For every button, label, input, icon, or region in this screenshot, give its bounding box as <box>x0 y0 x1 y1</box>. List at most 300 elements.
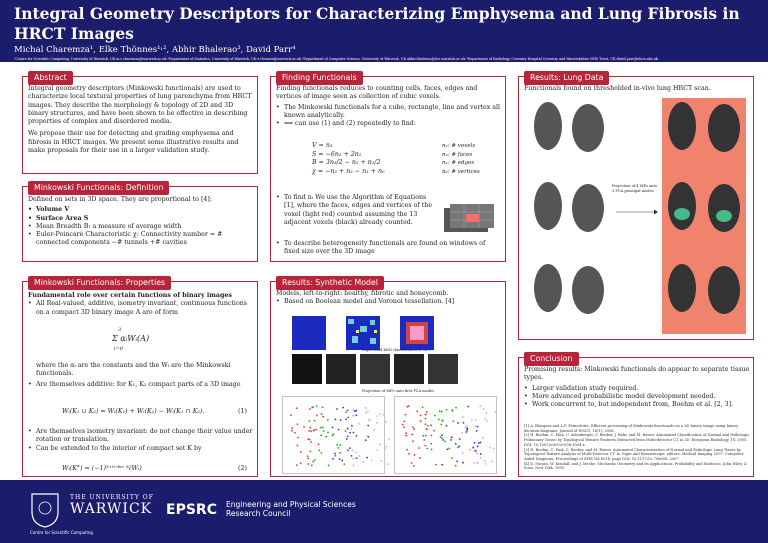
scatter-point <box>352 409 354 411</box>
scatter-point <box>373 429 375 431</box>
synthetic-pca-scatter <box>282 396 498 474</box>
scatter-point <box>440 436 442 438</box>
scatter-point <box>466 429 468 431</box>
lung-scans-left <box>530 98 608 334</box>
warwick-logo: WARWICK <box>70 501 153 517</box>
scatter-point <box>489 447 491 449</box>
scatter-point <box>422 435 424 437</box>
scatter-point <box>462 452 464 454</box>
scatter-point <box>485 463 487 465</box>
properties-body <box>28 292 254 317</box>
scatter-point <box>316 405 318 407</box>
scatter-point <box>365 407 367 409</box>
scatter-point <box>484 418 486 420</box>
abstract-body <box>28 85 254 155</box>
scatter-point <box>486 420 488 422</box>
scatter-point <box>435 464 437 466</box>
scatter-point <box>376 422 378 424</box>
scatter-point <box>339 458 341 460</box>
scatter-point <box>480 453 482 455</box>
scatter-point <box>376 415 378 417</box>
definition-title: Minkowski Functionals: Definition <box>28 181 169 195</box>
scatter-point <box>448 448 450 450</box>
scatter-point <box>296 464 298 466</box>
scatter-point <box>335 455 337 457</box>
scatter-point <box>379 444 381 446</box>
scatter-point <box>323 430 325 432</box>
finding-b2: • ⟹ can use (1) and (2) repeatedly to find: <box>276 120 502 128</box>
scatter-point <box>322 406 324 408</box>
scatter-point <box>439 410 441 412</box>
scatter-point <box>345 418 347 420</box>
scatter-point <box>413 465 415 467</box>
finding-body3 <box>276 240 502 257</box>
scatter-point <box>467 406 469 408</box>
scatter-point <box>446 409 448 411</box>
scatter-point <box>314 420 316 422</box>
scatter-point <box>309 450 311 452</box>
scatter-point <box>427 425 429 427</box>
scatter-point <box>480 457 482 459</box>
scatter-point <box>433 430 435 432</box>
scatter-point <box>477 426 479 428</box>
scatter-point <box>385 421 387 423</box>
scatter-point <box>480 442 482 444</box>
finding-eqs <box>312 142 385 176</box>
sum-top: 3 <box>118 327 122 333</box>
synthetic-b1: • Based on Boolean model and Voronoi tessellation. [4] <box>276 298 502 306</box>
scatter-point <box>451 457 453 459</box>
scatter-point <box>422 406 424 408</box>
scatter-point <box>365 412 367 414</box>
properties-fundamental: Fundamental role over certain functions of binary images <box>28 292 232 299</box>
scatter-point <box>300 451 302 453</box>
scatter-point <box>347 410 349 412</box>
scatter-point <box>340 419 342 421</box>
scatter-point <box>347 435 349 437</box>
scatter-point <box>385 446 387 448</box>
scatter-point <box>347 428 349 430</box>
finding-b4: • To describe heterogeneity functionals are found on windows of fixed size over the 3D image <box>276 240 502 257</box>
scatter-point <box>303 426 305 428</box>
scatter-point <box>332 426 334 428</box>
affiliations: ¹Centre for Scientific Computing, University of Warwick, UK m.t.charemza@warwick.ac.uk ²Department of Statistics, University of Warwick, UK e.thonnes@warwick.ac.uk ³Department of Computer Science, University of Warwick, UK abhir.bhalerao@dcs.warwick.ac.uk ⁴Department of Radiology, Coventry Hospital Coventry and Warwickshire NHS Trust, UK david.parr@uhcw.nhs.uk <box>14 57 658 61</box>
scatter-point <box>367 411 369 413</box>
scatter-point <box>491 461 493 463</box>
scatter-point <box>312 406 314 408</box>
finding-eq: V = n₃ <box>312 142 333 149</box>
scatter-point <box>416 411 418 413</box>
finding-b3: • To find nᵢ We use the Algorithm of Equations [1], where the faces, edges and vertices of the voxel (light red) counted assuming the 13 adjacent voxels (black) already counted. <box>276 194 434 227</box>
scatter-point <box>316 415 318 417</box>
conclusion-item: • Larger validation study required. <box>524 385 750 393</box>
scatter-point <box>442 419 444 421</box>
scatter-point <box>441 464 443 466</box>
scatter-point <box>371 459 373 461</box>
scatter-point <box>358 423 360 425</box>
synthetic-model-images <box>290 316 490 350</box>
scatter-point <box>414 454 416 456</box>
scatter-point <box>486 412 488 414</box>
scatter-point <box>334 453 336 455</box>
scatter-point <box>338 429 340 431</box>
scatter-point <box>476 430 478 432</box>
scatter-point <box>353 415 355 417</box>
scatter-point <box>307 457 309 459</box>
epsrc-text1: Engineering and Physical Sciences <box>226 500 356 509</box>
finding-title: Finding Functionals <box>276 71 363 85</box>
eq1: Wᵢ(K₁ ∪ K₂) = Wᵢ(K₁) + Wᵢ(K₂) − Wᵢ(K₁ ∩ K₂). <box>62 408 205 415</box>
scatter-point <box>425 414 427 416</box>
scatter-point <box>365 439 367 441</box>
finding-eq: B = 3n₃/2 − n₂ + n₁/2 <box>312 159 381 166</box>
scatter-point <box>457 422 459 424</box>
scatter-point <box>426 411 428 413</box>
scatter-point <box>430 443 432 445</box>
properties-body3 <box>28 428 254 453</box>
scatter-point <box>462 416 464 418</box>
sum-eq: Σ αᵢWᵢ(A) <box>112 334 150 343</box>
properties-isometry: • Are themselves isometry invariant: do not change their value under rotation or translation. <box>28 428 254 445</box>
scatter-point <box>318 443 320 445</box>
scatter-point <box>388 438 390 440</box>
definition-item: • Volume V <box>28 206 254 214</box>
definition-intro: Defined on sets in 3D space. They are proportional to [4]: <box>28 196 212 203</box>
abstract-p2: We propose their use for detecting and grading emphysema and fibrosis in HRCT images. We present some illustrative results and make proposals for their use in a larger validation study. <box>28 130 239 155</box>
scatter-point <box>413 428 415 430</box>
scatter-point <box>351 428 353 430</box>
reference-item: [3] H. Boehm, C. Fink, C. Becker, and M. Reiser. Automated Characterization of Normal and Pathologic Lung Tissue by Topological Texture Analysis of Multi-Detector CT. In Giger and Karssemeijer, editors, Medical Imaging 2007: Computer-Aided Diagnosis, Proceedings of SPIE Vol 6514, page DOI: 10.1117/12.708608, 2007. <box>524 447 745 461</box>
scatter-point <box>320 427 322 429</box>
scatter-point <box>296 407 298 409</box>
scatter-point <box>315 429 317 431</box>
finding-body2 <box>276 194 434 227</box>
scatter-point <box>441 411 443 413</box>
properties-additive: • Are themselves additive: for K₁, K₂ compact parts of a 3D image <box>28 381 254 389</box>
eq2: Wᵢ(K°) = (−1)³⁺ⁱ⁺ᵈⁱᵐ ᴷ(Wᵢ) <box>62 465 142 472</box>
scatter-point <box>366 457 368 459</box>
voxel-diagram <box>440 202 498 236</box>
scatter-point <box>308 430 310 432</box>
scatter-point <box>425 423 427 425</box>
scatter-point <box>455 407 457 409</box>
epsrc-text <box>226 500 356 518</box>
scatter-point <box>406 449 408 451</box>
properties-where: where the αᵢ are the constants and the Wᵢ are the Minkowski functionals. <box>36 362 231 378</box>
scatter-point <box>463 422 465 424</box>
definition-item: • Surface Area S <box>28 215 254 223</box>
scatter-point <box>383 414 385 416</box>
scatter-point <box>493 448 495 450</box>
scatter-point <box>402 424 404 426</box>
poster-title: Integral Geometry Descriptors for Characterizing Emphysema and Lung Fibrosis in HRCT Images <box>14 4 740 43</box>
scatter-point <box>358 455 360 457</box>
properties-body2 <box>28 362 254 389</box>
scatter-point <box>471 420 473 422</box>
epsrc-text2: Research Council <box>226 509 291 518</box>
scatter-point <box>341 460 343 462</box>
scatter-point <box>335 419 337 421</box>
scatter-point <box>456 460 458 462</box>
scatter-point <box>408 453 410 455</box>
lung-scans-right <box>662 98 746 334</box>
scatter-point <box>291 430 293 432</box>
scatter-point <box>309 408 311 410</box>
scatter-point <box>446 425 448 427</box>
finding-intro: Finding functionals reduces to counting cells, faces, edges and vertices of image seen as collection of cubic voxels. <box>276 85 478 101</box>
scatter-point <box>309 427 311 429</box>
finding-note: n₃: # voxels <box>442 143 476 149</box>
finding-note: n₁: # edges <box>442 160 475 166</box>
references <box>524 424 750 471</box>
scatter-point <box>321 413 323 415</box>
scatter-point <box>455 465 457 467</box>
finding-body <box>276 85 502 128</box>
scatter-point <box>336 444 338 446</box>
conclusion-body <box>524 366 750 409</box>
finding-notes <box>442 142 480 176</box>
scatter-point <box>452 420 454 422</box>
authors: Michal Charemza¹, Elke Thönnes¹˒², Abhir Bhalerao³, David Parr⁴ <box>14 45 296 55</box>
definition-item: • Mean Breadth B: a measure of average width <box>28 223 254 231</box>
scatter-point <box>419 457 421 459</box>
scatter-point <box>354 410 356 412</box>
scatter-point <box>446 449 448 451</box>
scatter-point <box>475 449 477 451</box>
conclusion-item: • More advanced probabilistic model development needed. <box>524 393 750 401</box>
abstract-p1: Integral geometry descriptors (Minkowski functionals) are used to characterize local textural properties of lung parenchyma from HRCT images. They describe the morphology & topology of 2D and 3D binary structures, and have been shown to be effective in describing properties of complex and disordered media. <box>28 85 252 126</box>
scatter-point <box>483 408 485 410</box>
scatter-point <box>412 440 414 442</box>
scatter-point <box>452 410 454 412</box>
scatter-point <box>307 455 309 457</box>
scatter-point <box>322 416 324 418</box>
scatter-point <box>403 421 405 423</box>
properties-title: Minkowski Functionals: Properties <box>28 276 171 290</box>
scatter-point <box>405 432 407 434</box>
scatter-point <box>420 414 422 416</box>
scatter-point <box>438 419 440 421</box>
scatter-point <box>425 445 427 447</box>
scatter-point <box>297 423 299 425</box>
scatter-point <box>332 458 334 460</box>
properties-all: • All Real-valued, additive, isometry invariant, continuous functions on a compact 3D binary image A are of form <box>28 300 254 317</box>
scatter-point <box>459 438 461 440</box>
scatter-point <box>345 411 347 413</box>
scatter-point <box>356 457 358 459</box>
scatter-point <box>368 419 370 421</box>
scatter-point <box>355 414 357 416</box>
scatter-point <box>342 407 344 409</box>
scatter-point <box>478 442 480 444</box>
scatter-point <box>314 459 316 461</box>
scatter-point <box>318 449 320 451</box>
scatter-point <box>444 441 446 443</box>
scatter-point <box>461 432 463 434</box>
scatter-point <box>469 449 471 451</box>
poster-footer <box>0 480 768 543</box>
scatter-point <box>495 411 497 413</box>
scatter-point <box>343 463 345 465</box>
scatter-point <box>462 462 464 464</box>
finding-eq: S = −6n₃ + 2n₂ <box>312 150 362 158</box>
scatter-point <box>351 455 353 457</box>
scatter-point <box>423 439 425 441</box>
scatter-point <box>387 463 389 465</box>
scatter-point <box>320 452 322 454</box>
scatter-point <box>479 405 481 407</box>
scatter-point <box>420 420 422 422</box>
scatter-point <box>327 431 329 433</box>
finding-note: n₂: # faces <box>442 151 473 158</box>
scatter-point <box>426 428 428 430</box>
scatter-point <box>349 432 351 434</box>
synthetic-body <box>276 290 502 307</box>
scatter-point <box>328 465 330 467</box>
eq2-number: (2) <box>238 465 247 472</box>
conclusion-title: Conclusion <box>524 352 579 366</box>
scatter-point <box>475 419 477 421</box>
scatter-point <box>294 432 296 434</box>
scatter-point <box>430 424 432 426</box>
scatter-point <box>352 458 354 460</box>
definition-body <box>28 196 254 248</box>
scatter-point <box>474 425 476 427</box>
scatter-point <box>327 419 329 421</box>
scatter-point <box>411 434 413 436</box>
scatter-point <box>434 415 436 417</box>
scatter-point <box>425 435 427 437</box>
scatter-point <box>356 435 358 437</box>
scatter-point <box>291 427 293 429</box>
scatter-point <box>381 460 383 462</box>
scatter-point <box>412 426 414 428</box>
scatter-point <box>482 437 484 439</box>
scatter-point <box>367 425 369 427</box>
scatter-point <box>297 437 299 439</box>
scatter-point <box>347 449 349 451</box>
scatter-point <box>477 445 479 447</box>
scatter-point <box>451 436 453 438</box>
scatter-point <box>406 406 408 408</box>
scatter-point <box>307 463 309 465</box>
scatter-point <box>307 438 309 440</box>
warwick-top: THE UNIVERSITY OF <box>70 494 154 501</box>
scatter-point <box>351 425 353 427</box>
scatter-point <box>353 432 355 434</box>
scatter-point <box>308 420 310 422</box>
lung-intro: Functionals found on thresholded in-vivo lung HRCT scan. <box>524 85 711 92</box>
scatter-point <box>384 448 386 450</box>
lung-title: Results: Lung Data <box>524 71 609 85</box>
scatter-point <box>353 465 355 467</box>
scatter-point <box>430 435 432 437</box>
eq1-number: (1) <box>238 408 247 415</box>
scatter-point <box>355 451 357 453</box>
scatter-point <box>441 434 443 436</box>
scatter-point <box>403 426 405 428</box>
scatter-point <box>472 447 474 449</box>
abstract-title: Abstract <box>28 71 73 85</box>
scatter-point <box>484 460 486 462</box>
scatter-point <box>473 462 475 464</box>
scatter-point <box>310 441 312 443</box>
sum-bottom: i=0 <box>114 346 123 352</box>
scatter-point <box>345 430 347 432</box>
scatter-point <box>310 430 312 432</box>
scatter-point <box>367 436 369 438</box>
scatter-point <box>352 450 354 452</box>
scatter-point <box>440 424 442 426</box>
scatter-point <box>320 434 322 436</box>
scatter-point <box>465 432 467 434</box>
scatter-point <box>379 413 381 415</box>
synthetic-classified-images <box>290 354 490 386</box>
poster-header <box>0 0 768 62</box>
scatter-point <box>339 444 341 446</box>
arrow-icon <box>616 200 658 206</box>
lung-projection-label: Projection of 4 MFs onto 3 PCA principal modes <box>612 184 658 193</box>
scatter-point <box>322 427 324 429</box>
scatter-point <box>476 462 478 464</box>
scatter-point <box>442 439 444 441</box>
conclusion-p: Promising results: Minkowski functionals do appear to separate tissue types. <box>524 366 750 382</box>
scatter-point <box>290 414 292 416</box>
scatter-point <box>476 453 478 455</box>
scatter-point <box>313 429 315 431</box>
scatter-point <box>405 435 407 437</box>
scatter-point <box>339 452 341 454</box>
scatter-point <box>450 439 452 441</box>
finding-note: n₀: # vertices <box>442 168 480 175</box>
scatter-point <box>325 436 327 438</box>
scatter-point <box>466 425 468 427</box>
properties-interior: • Can be extended to the interior of compact set K by <box>28 445 254 453</box>
synthetic-label2: Projection of MFs onto first PCA modes <box>362 389 435 393</box>
scatter-point <box>426 448 428 450</box>
scatter-point <box>466 427 468 429</box>
conclusion-item: • Work concurrent to, but independent from, Boehm et al. [2, 3]. <box>524 401 750 409</box>
scatter-point <box>363 461 365 463</box>
scatter-point <box>431 448 433 450</box>
finding-b1: • The Minkowski functionals for a cube, rectangle, line and vertex all known analytically. <box>276 104 502 121</box>
synthetic-intro: Models, left-to-right: healthy, fibrotic and honeycomb. <box>276 290 449 297</box>
scatter-point <box>418 447 420 449</box>
scatter-point <box>465 426 467 428</box>
scatter-point <box>347 416 349 418</box>
scatter-point <box>377 449 379 451</box>
scatter-point <box>404 414 406 416</box>
reference-item: [4] D. Stoyan, W. Kendall, and J. Mecke. Stochastic Geometry and its Applications. Probability and Statistics. John Wiley & Sons, New York, 1995. <box>524 461 747 471</box>
scatter-point <box>455 443 457 445</box>
reference-item: [2] H. Boehm, C. Fink, U. Attenberger, C. Becker, J. Behr, and M. Reiser. Automated Classification of Normal and Pathologic Pulmonary Tissue by Topological Texture Features Extracted from Multi-detector CT in 3D. European Radiology, 18, 2008. DOI: 10.1007/s00330-008-1004-z. <box>524 433 750 447</box>
scatter-point <box>337 447 339 449</box>
warwick-sub: Centre for Scientific Computing <box>30 530 93 535</box>
epsrc-logo: EPSRC <box>166 502 217 518</box>
finding-eq: χ = −n₃ + n₂ − n₁ + n₀ <box>312 167 385 175</box>
scatter-point <box>411 462 413 464</box>
scatter-point <box>311 464 313 466</box>
scatter-point <box>296 445 298 447</box>
definition-item: • Euler-Poincaré Characteristic χ: Connectivity number = # connected components −# tunnels +# cavities <box>28 231 254 248</box>
synthetic-title: Results: Synthetic Model <box>276 276 384 290</box>
scatter-point <box>312 461 314 463</box>
scatter-point <box>300 462 302 464</box>
synthetic-label1: Supervised kNN classification of MFs <box>362 348 431 352</box>
scatter-point <box>425 418 427 420</box>
scatter-point <box>474 442 476 444</box>
scatter-point <box>346 438 348 440</box>
